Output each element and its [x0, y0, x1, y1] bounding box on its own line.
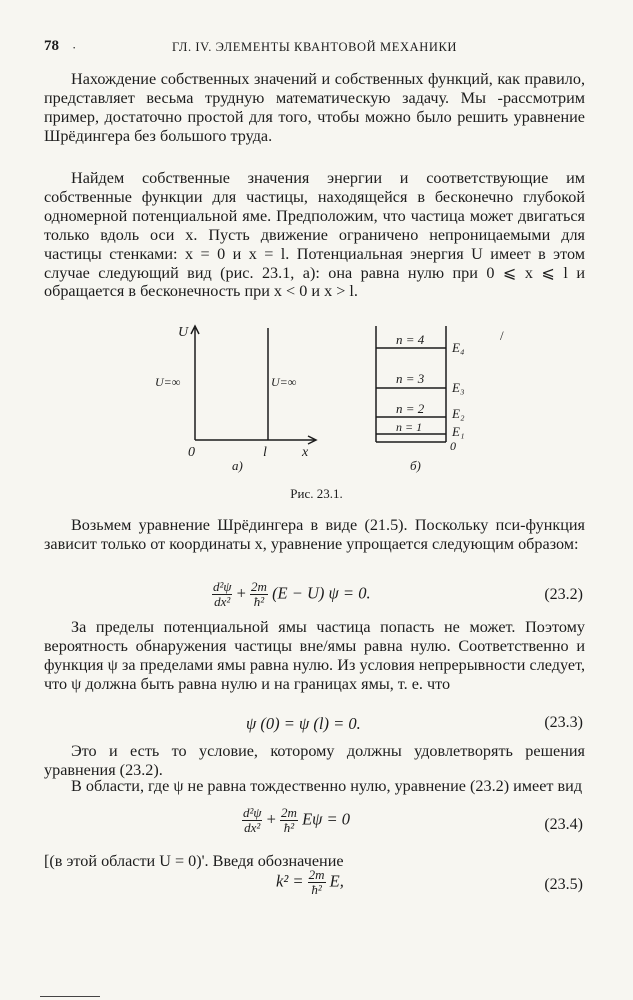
equation-23-3: ψ (0) = ψ (l) = 0.	[246, 714, 361, 733]
potential-well-diagram	[150, 320, 520, 480]
eq234-fraction-2: $\frac{2m}{\text{ħ²}}$	[281, 805, 297, 835]
paragraph-4: За пределы потенциальной ямы частица попасть не может. Поэтому вероятность обнаружения частицы вне/ямы равна нулю. Соответственно и функция ψ за пределами ямы равна нулю. Из условия непрерывности следует, что ψ должна быть равна нулю и на границах ямы, т. е. что	[44, 618, 585, 693]
level-label-n1: n = 1	[396, 420, 423, 434]
equation-23-5: k² = $\frac{2m}{\text{ħ²}}$ E,	[276, 867, 344, 897]
paragraph-5: Это и есть то условие, которому должны удовлетворять решения уравнения (23.2).	[44, 742, 585, 779]
panel-a-x-label: x	[302, 445, 309, 460]
energy-label-e4: E₄	[452, 340, 465, 355]
panel-a	[191, 326, 316, 444]
panel-a-sublabel: а)	[232, 458, 243, 473]
stray-mark: /	[500, 328, 504, 343]
energy-label-e3: E₃	[452, 380, 465, 395]
eq235-fraction: $\frac{2m}{\text{ħ²}}$	[308, 867, 325, 897]
page-number: 78	[44, 38, 59, 54]
paragraph-3: Возьмем уравнение Шрёдингера в виде (21.5). Поскольку пси-функция зависит только от координаты x, уравнение упрощается следующим образом:	[44, 516, 585, 553]
eq232-fraction-2: $\frac{2m}{\text{ħ²}}$	[251, 579, 267, 609]
equation-number-23-5: (23.5)	[544, 876, 583, 893]
running-header	[44, 38, 596, 60]
running-title: ГЛ. IV. ЭЛЕМЕНТЫ КВАНТОВОЙ МЕХАНИКИ	[172, 40, 458, 54]
paragraph-2: Найдем собственные значения энергии и соответствующие им собственные функции для частицы, находящейся в бесконечно глубокой одномерной потенциальной яме. Предположим, что частица может двигаться только вдоль оси x. Пусть движение ограничено непроницаемыми для частицы стенками: x = 0 и x = l. Потенциальная энергия U имеет в этом случае следующий вид (рис. 23.1, a): она равна нулю при 0 ⩽ x ⩽ l и обращается в бесконечность при x < 0 и x > l.	[44, 169, 585, 301]
energy-label-e1: E₁	[452, 424, 465, 439]
paragraph-7: [(в этой области U = 0)'. Введя обозначение	[44, 852, 344, 870]
equation-number-23-2: (23.2)	[544, 586, 583, 603]
equation-number-23-4: (23.4)	[544, 816, 583, 833]
panel-a-l-mark: l	[263, 445, 267, 460]
equation-23-2: $\frac{\text{d²ψ}}{\text{dx²}}$ + $\frac{2m}{\text{ħ²}}$ (E − U) ψ = 0.	[213, 579, 371, 609]
level-label-n4: n = 4	[396, 332, 425, 347]
paragraph-6: В области, где ψ не равна тождественно нулю, уравнение (23.2) имеет вид	[71, 777, 583, 795]
level-label-n3: n = 3	[396, 371, 425, 386]
eq234-fraction-1: $\frac{\text{d²ψ}}{\text{dx²}}$	[243, 805, 262, 835]
equation-number-23-3: (23.3)	[544, 714, 583, 731]
paragraph-1: Нахождение собственных значений и собственных функций, как правило, представляет весьма трудную математическую задачу. Мы -рассмотрим пример, достаточно простой для того, чтобы можно было решить уравнение Шрёдингера без большого труда.	[44, 70, 585, 145]
panel-b-sublabel: б)	[410, 458, 421, 473]
figure-23-1	[150, 320, 520, 480]
left-wall-label: U=∞	[155, 375, 181, 389]
equation-23-4: $\frac{\text{d²ψ}}{\text{dx²}}$ + $\frac{2m}{\text{ħ²}}$ Eψ = 0	[243, 805, 351, 835]
page-number-dot: ·	[72, 40, 77, 55]
energy-label-e2: E₂	[452, 406, 465, 421]
footnote-rule	[40, 996, 100, 997]
eq232-fraction-1: $\frac{\text{d²ψ}}{\text{dx²}}$	[213, 579, 232, 609]
panel-b-origin: 0	[450, 439, 456, 453]
axis-u-label: U	[178, 325, 189, 340]
figure-caption: Рис. 23.1.	[290, 486, 343, 501]
panel-a-origin: 0	[188, 445, 195, 460]
level-label-n2: n = 2	[396, 401, 425, 416]
right-wall-label: U=∞	[271, 375, 297, 389]
